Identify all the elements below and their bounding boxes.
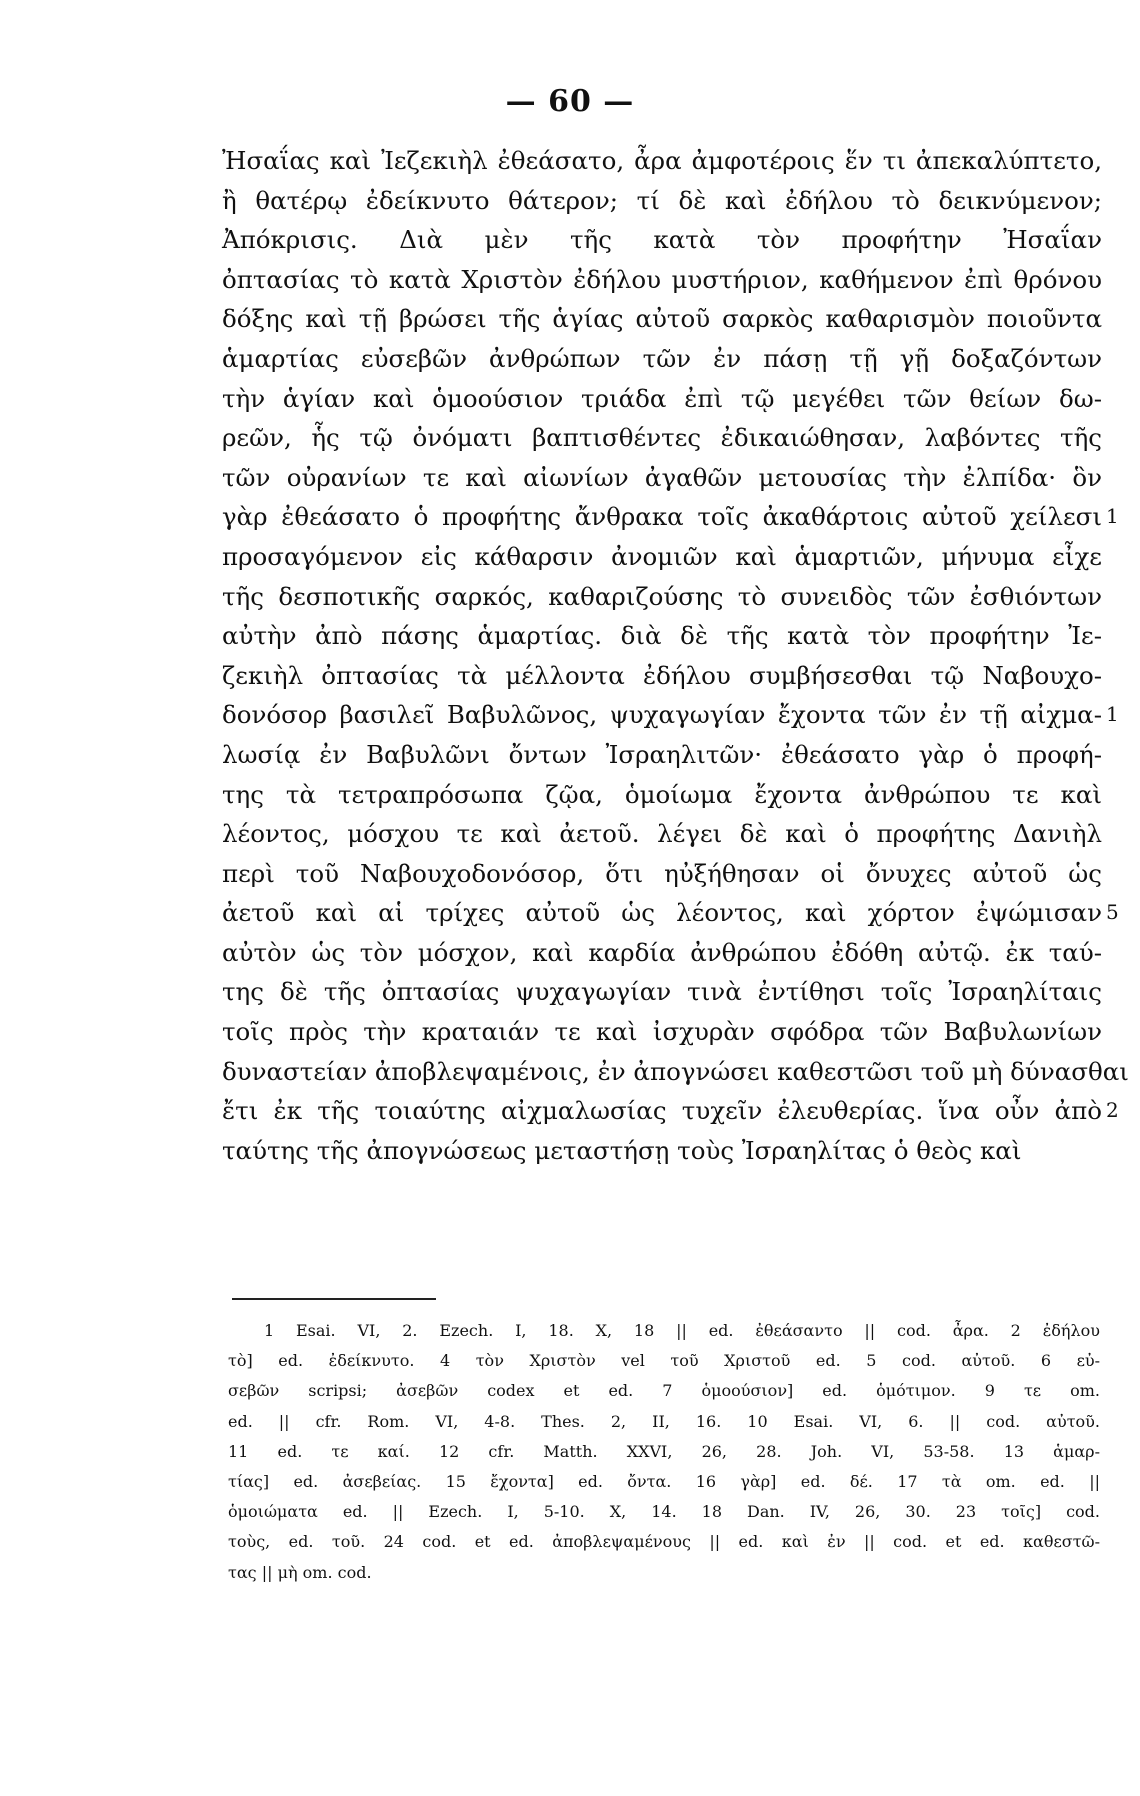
text-line: αὐτὸν ὡς τὸν μόσχον, καὶ καρδία ἀνθρώπου ἐδόθη αὐτῷ. ἐκ ταύ- (222, 937, 1102, 967)
text-line: λέοντος, μόσχου τε καὶ ἀετοῦ. λέγει δὲ καὶ ὁ προφήτης Δανιὴλ (222, 819, 1102, 849)
text-line: της δὲ τῆς ὀπτασίας ψυχαγωγίαν τινὰ ἐντίθησι τοῖς Ἰσραηλίταις (222, 977, 1102, 1007)
footnote-line: τὸ] ed. ἐδείκνυτο. 4 τὸν Χριστὸν vel τοῦ Χριστοῦ ed. 5 cod. αὐτοῦ. 6 εὐ- (228, 1351, 1100, 1371)
text-line: Ἀπόκρισις. Διὰ μὲν τῆς κατὰ τὸν προφήτην Ἠσαΐαν (222, 225, 1102, 255)
footnote-line: ὁμοιώματα ed. || Ezech. I, 5-10. X, 14. 18 Dan. IV, 26, 30. 23 τοῖς] cod. (228, 1502, 1100, 1522)
footnotes (228, 1316, 1100, 1588)
footnote-divider (232, 1298, 436, 1300)
text-line: γὰρ ἐθεάσατο ὁ προφήτης ἄνθρακα τοῖς ἀκαθάρτοις αὐτοῦ χείλεσι (222, 502, 1102, 532)
text-line: ρεῶν, ἧς τῷ ὀνόματι βαπτισθέντες ἐδικαιώθησαν, λαβόντες τῆς (222, 423, 1102, 453)
text-line: τὴν ἁγίαν καὶ ὁμοούσιον τριάδα ἐπὶ τῷ μεγέθει τῶν θείων δω- (222, 383, 1102, 413)
footnote-line: 1 Esai. VI, 2. Ezech. I, 18. X, 18 || ed. ἐθεάσαντο || cod. ἆρα. 2 ἐδήλου (264, 1321, 1100, 1340)
footnote-line: ed. || cfr. Rom. VI, 4-8. Thes. 2, II, 16. 10 Esai. VI, 6. || cod. αὐτοῦ. (228, 1411, 1100, 1431)
text-line: προσαγόμενον εἰς κάθαρσιν ἀνομιῶν καὶ ἁμαρτιῶν, μήνυμα εἶχε (222, 541, 1102, 571)
text-line: ζεκιὴλ ὀπτασίας τὰ μέλλοντα ἐδήλου συμβήσεσθαι τῷ Ναβουχο- (222, 660, 1102, 690)
footnote-line: τας || μὴ om. cod. (228, 1562, 372, 1582)
margin-line-number: 2 (1106, 1098, 1119, 1123)
margin-line-number: 1 (1106, 702, 1119, 727)
text-line: ἔτι ἐκ τῆς τοιαύτης αἰχμαλωσίας τυχεῖν ἐλευθερίας. ἵνα οὖν ἀπὸ (222, 1096, 1102, 1126)
text-line: της τὰ τετραπρόσωπα ζῷα, ὁμοίωμα ἔχοντα ἀνθρώπου τε καὶ (222, 779, 1102, 809)
text-line: ὀπτασίας τὸ κατὰ Χριστὸν ἐδήλου μυστήριον, καθήμενον ἐπὶ θρόνου (222, 264, 1102, 294)
margin-line-number: 5 (1106, 900, 1119, 925)
text-line: τῶν οὐρανίων τε καὶ αἰωνίων ἀγαθῶν μετουσίας τὴν ἐλπίδα· ὃν (222, 462, 1102, 492)
text-line: Ἠσαΐας καὶ Ἰεζεκιὴλ ἐθεάσατο, ἆρα ἀμφοτέροις ἕν τι ἀπεκαλύπτετο, (222, 146, 1102, 175)
text-line: λωσίᾳ ἐν Βαβυλῶνι ὄντων Ἰσραηλιτῶν· ἐθεάσατο γὰρ ὁ προφή- (222, 739, 1102, 769)
text-line: ἁμαρτίας εὐσεβῶν ἀνθρώπων τῶν ἐν πάσῃ τῇ γῇ δοξαζόντων (222, 343, 1102, 373)
text-line: δονόσορ βασιλεῖ Βαβυλῶνος, ψυχαγωγίαν ἔχοντα τῶν ἐν τῇ αἰχμα- (222, 700, 1102, 730)
text-line: ἀετοῦ καὶ αἱ τρίχες αὐτοῦ ὡς λέοντος, καὶ χόρτον ἐψώμισαν (222, 898, 1102, 928)
text-line: περὶ τοῦ Ναβουχοδονόσορ, ὅτι ηὐξήθησαν οἱ ὄνυχες αὐτοῦ ὡς (222, 858, 1102, 888)
text-line: αὐτὴν ἀπὸ πάσης ἁμαρτίας. διὰ δὲ τῆς κατὰ τὸν προφήτην Ἰε- (222, 621, 1102, 651)
text-line: ἢ θατέρῳ ἐδείκνυτο θάτερον; τί δὲ καὶ ἐδήλου τὸ δεικνύμενον; (222, 185, 1102, 215)
footnote-line: σεβῶν scripsi; ἀσεβῶν codex et ed. 7 ὁμοούσιον] ed. ὁμότιμον. 9 τε om. (228, 1381, 1100, 1401)
main-text (222, 141, 1129, 1170)
margin-line-number: 1 (1106, 504, 1119, 529)
footnote-line: τίας] ed. ἀσεβείας. 15 ἔχοντα] ed. ὄντα. 16 γὰρ] ed. δέ. 17 τὰ om. ed. || (228, 1471, 1100, 1491)
text-line: τῆς δεσποτικῆς σαρκός, καθαριζούσης τὸ συνειδὸς τῶν ἐσθιόντων (222, 581, 1102, 611)
page-number: — 60 — (505, 84, 635, 119)
footnote-line: τοὺς, ed. τοῦ. 24 cod. et ed. ἀποβλεψαμένους || ed. καὶ ἐν || cod. et ed. καθεστῶ- (228, 1532, 1100, 1552)
text-line: δόξης καὶ τῇ βρώσει τῆς ἁγίας αὐτοῦ σαρκὸς καθαρισμὸν ποιοῦντα (222, 304, 1102, 334)
text-line: δυναστείαν ἀποβλεψαμένοις, ἐν ἀπογνώσει καθεστῶσι τοῦ μὴ δύνασθαι (222, 1056, 1129, 1086)
footnote-line: 11 ed. τε καί. 12 cfr. Matth. XXVI, 26, 28. Joh. VI, 53-58. 13 ἁμαρ- (228, 1441, 1100, 1461)
text-line: ταύτης τῆς ἀπογνώσεως μεταστήσῃ τοὺς Ἰσραηλίτας ὁ θεὸς καὶ (222, 1135, 1022, 1165)
text-line: τοῖς πρὸς τὴν κραταιάν τε καὶ ἰσχυρὰν σφόδρα τῶν Βαβυλωνίων (222, 1017, 1102, 1047)
